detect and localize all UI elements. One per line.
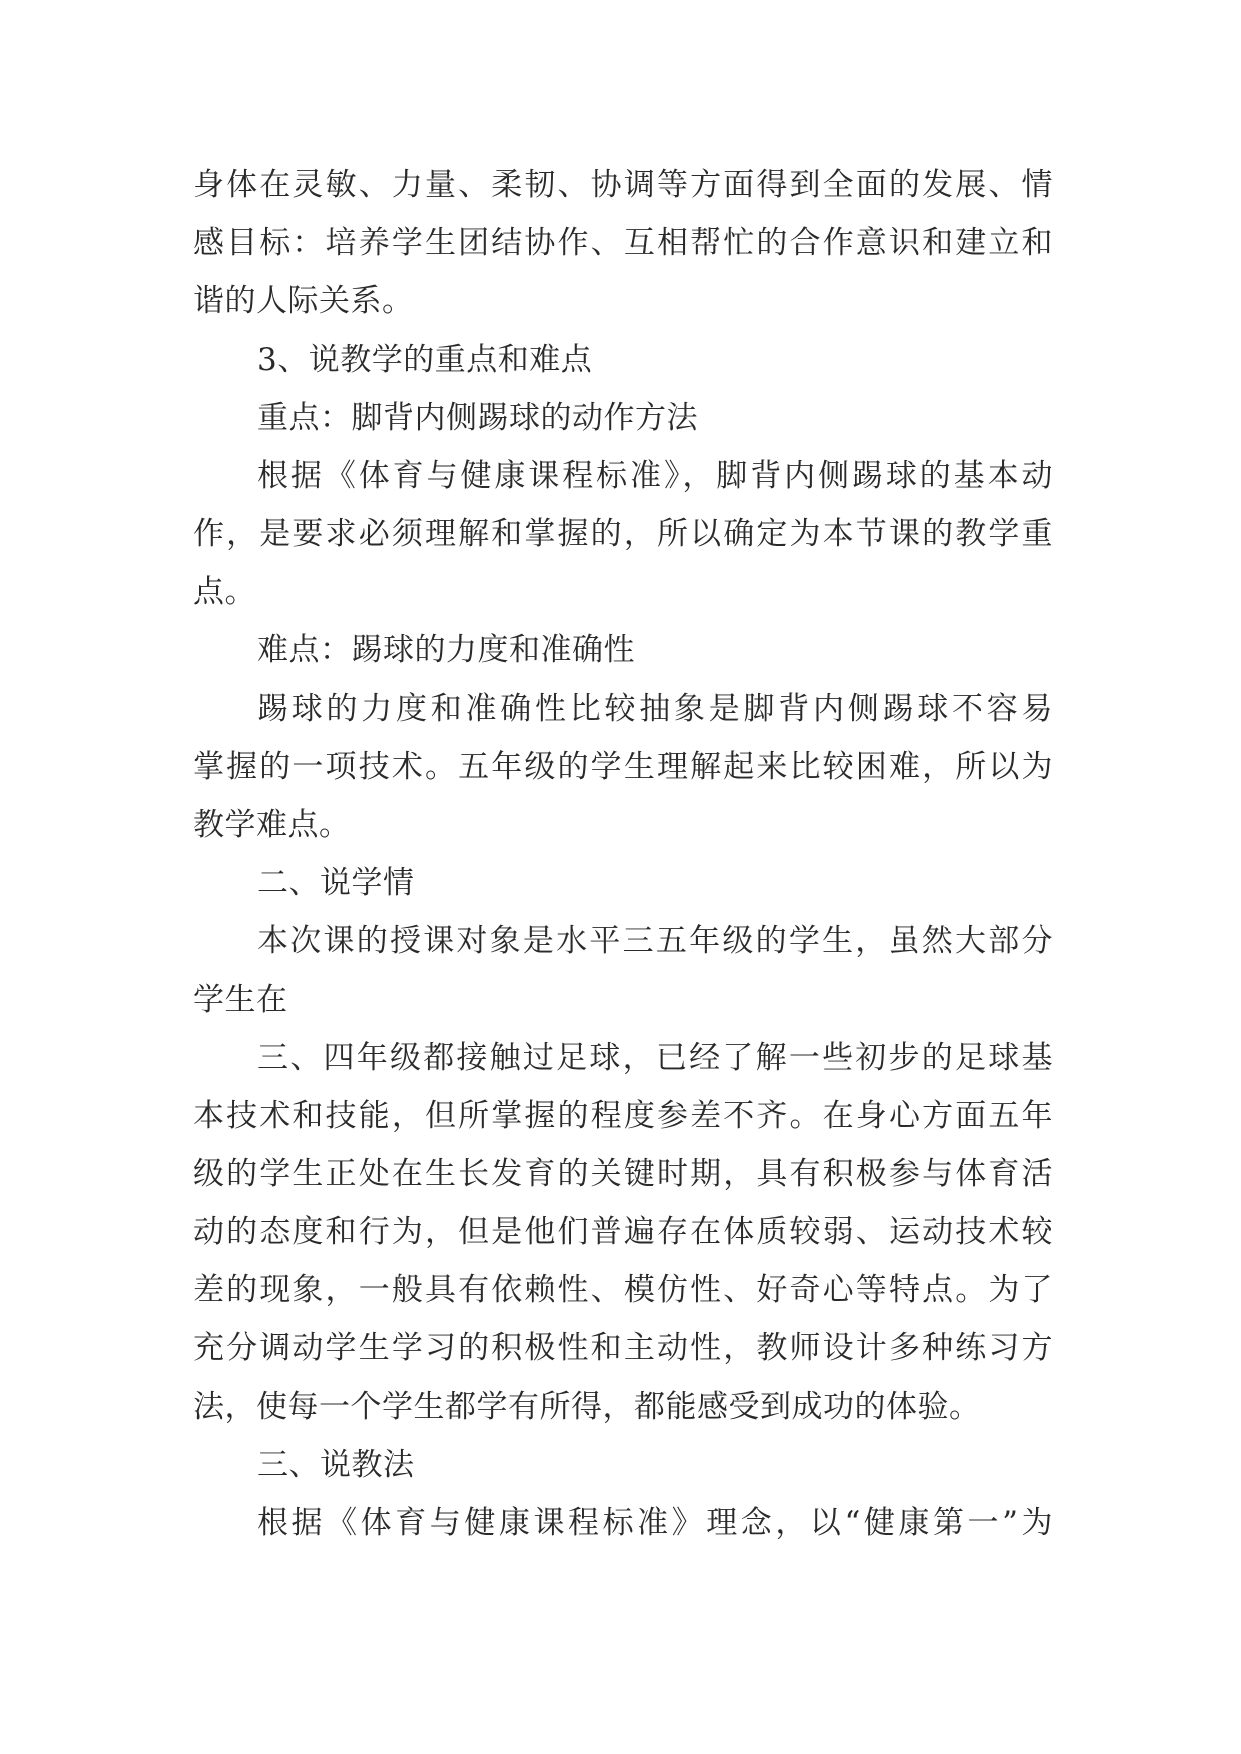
text-line: 充分调动学生学习的积极性和主动性，教师设计多种练习方	[193, 1330, 1053, 1366]
text-line: 难点：踢球的力度和准确性	[257, 632, 635, 668]
text-line: 感目标：培养学生团结协作、互相帮忙的合作意识和建立和	[193, 225, 1053, 261]
text-line: 差的现象，一般具有依赖性、模仿性、好奇心等特点。为了	[193, 1272, 1053, 1308]
text-line: 点。	[193, 574, 256, 610]
section-heading: 二、说学情	[257, 865, 415, 901]
text-line: 本技术和技能，但所掌握的程度参差不齐。在身心方面五年	[193, 1098, 1053, 1134]
text-line: 根据《体育与健康课程标准》，脚背内侧踢球的基本动	[257, 458, 1053, 494]
text-line: 作，是要求必须理解和掌握的，所以确定为本节课的教学重	[193, 516, 1053, 552]
text-line: 踢球的力度和准确性比较抽象是脚背内侧踢球不容易	[257, 691, 1053, 727]
text-line: 身体在灵敏、力量、柔韧、协调等方面得到全面的发展、情	[193, 167, 1053, 203]
text-line: 学生在	[193, 982, 288, 1018]
text-line: 三、四年级都接触过足球，已经了解一些初步的足球基	[257, 1040, 1053, 1076]
text-line: 动的态度和行为，但是他们普遍存在体质较弱、运动技术较	[193, 1214, 1053, 1250]
text-line: 教学难点。	[193, 807, 351, 843]
text-line: 重点：脚背内侧踢球的动作方法	[257, 400, 698, 436]
section-heading: 3、说教学的重点和难点	[257, 342, 593, 378]
text-line: 本次课的授课对象是水平三五年级的学生，虽然大部分	[257, 923, 1053, 959]
text-line: 根据《体育与健康课程标准》理念，以“健康第一”为	[257, 1505, 1053, 1541]
text-line: 谐的人际关系。	[193, 283, 414, 319]
text-line: 法，使每一个学生都学有所得，都能感受到成功的体验。	[193, 1389, 981, 1425]
section-heading: 三、说教法	[257, 1447, 415, 1483]
text-line: 级的学生正处在生长发育的关键时期，具有积极参与体育活	[193, 1156, 1053, 1192]
text-line: 掌握的一项技术。五年级的学生理解起来比较困难，所以为	[193, 749, 1053, 785]
